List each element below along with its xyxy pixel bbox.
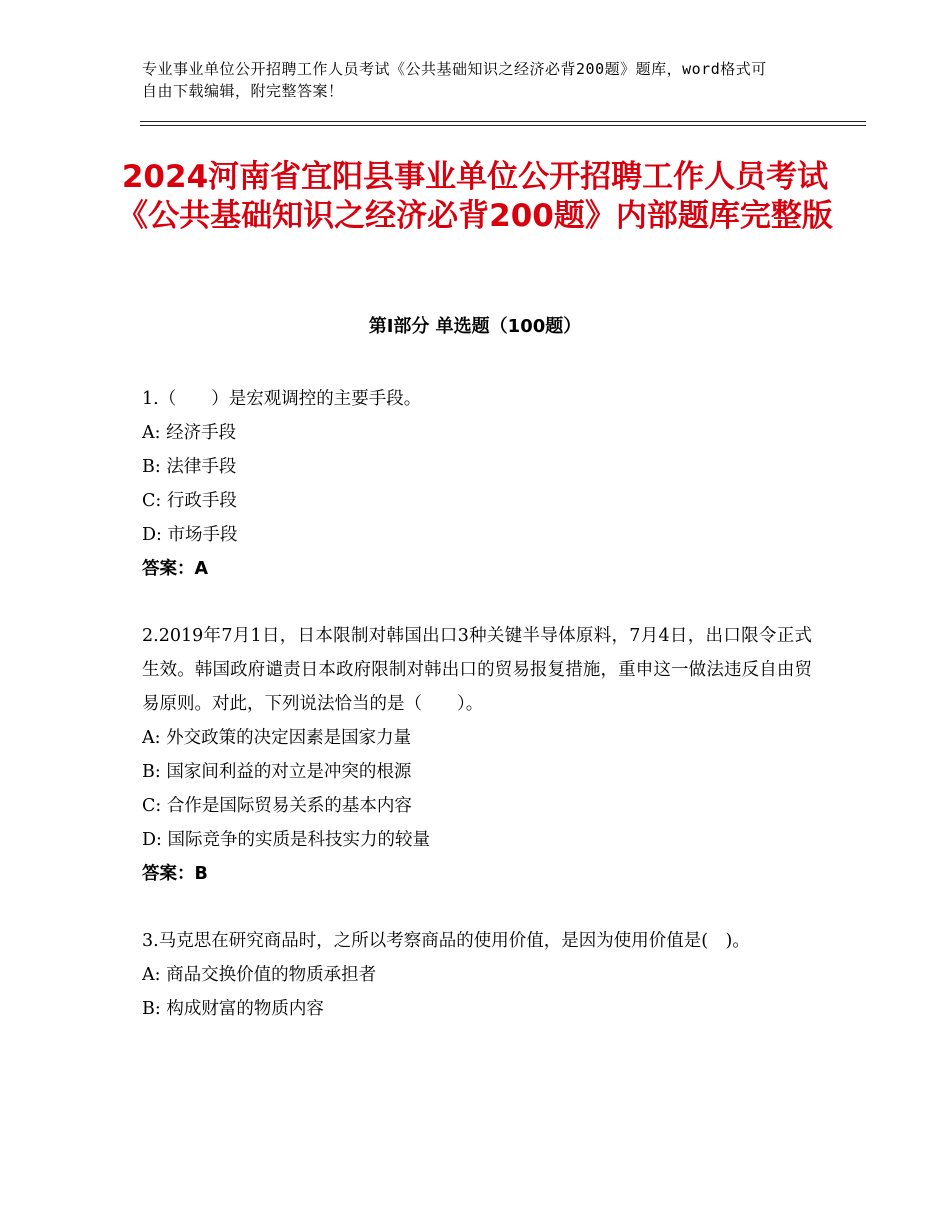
question-1 [142,382,812,586]
header-note: 专业事业单位公开招聘工作人员考试《公共基础知识之经济必背200题》题库，word格式可自由下载编辑，附完整答案！ [142,60,767,100]
section-title: 第I部分 单选题（100题） [368,316,582,337]
question-stem: 1.（ ）是宏观调控的主要手段。 [142,389,422,409]
option-c: C: 行政手段 [142,491,237,511]
option-a: A: 外交政策的决定因素是国家力量 [142,728,412,748]
option-a: A: 商品交换价值的物质承担者 [142,965,377,985]
question-stem: 2.2019年7月1日，日本限制对韩国出口3种关键半导体原料，7月4日，出口限令正式生效。韩国政府谴责日本政府限制对韩出口的贸易报复措施，重申这一做法违反自由贸易原则。对此，下列说法恰当的是（ ）。 [142,626,812,714]
option-d: D: 国际竞争的实质是科技实力的较量 [142,830,430,850]
option-b: B: 法律手段 [142,457,237,477]
question-list [142,382,812,1059]
answer: 答案：A [142,559,209,579]
header-divider [140,121,866,126]
option-b: B: 构成财富的物质内容 [142,999,324,1019]
option-a: A: 经济手段 [142,423,237,443]
option-c: C: 合作是国际贸易关系的基本内容 [142,796,412,816]
question-2 [142,619,812,891]
question-stem: 3.马克思在研究商品时，之所以考察商品的使用价值，是因为使用价值是( )。 [142,931,750,951]
document-title: 2024河南省宜阳县事业单位公开招聘工作人员考试《公共基础知识之经济必背200题》内部题库完整版 [117,159,833,234]
answer: 答案：B [142,864,208,884]
option-b: B: 国家间利益的对立是冲突的根源 [142,762,412,782]
option-d: D: 市场手段 [142,525,238,545]
question-3 [142,924,812,1026]
